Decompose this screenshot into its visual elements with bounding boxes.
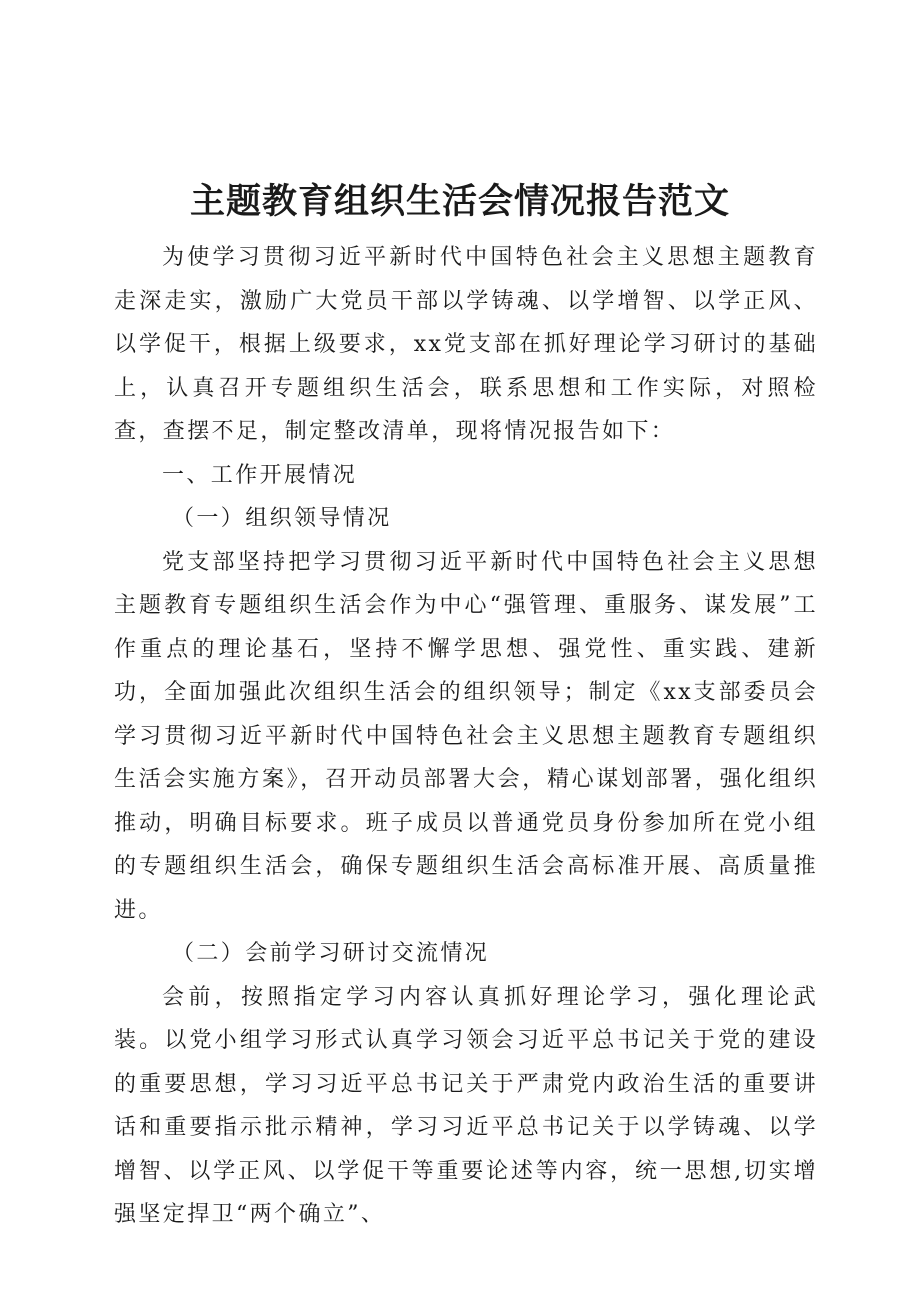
document-title: 主题教育组织生活会情况报告范文 <box>189 182 730 222</box>
subsection-heading-1: （一）组织领导情况 <box>172 506 392 531</box>
document-body <box>114 236 818 1237</box>
study-paragraph: 会前，按照指定学习内容认真抓好理论学习，强化理论武装。以党小组学习形式认真学习领会习近平总书记关于党的建设的重要思想，学习习近平总书记关于严肃党内政治生活的重要讲话和重要指示批示精神，学习习近平总书记关于以学铸魂、以学增智、以学正风、以学促干等重要论述等内容，统一思想,切实增强坚定捍卫“两个确立”、 <box>114 984 818 1227</box>
intro-paragraph: 为使学习贯彻习近平新时代中国特色社会主义思想主题教育走深走实，激励广大党员干部以学铸魂、以学增智、以学正风、以学促干，根据上级要求，xx党支部在抓好理论学习研讨的基础上，认真召开专题组织生活会，联系思想和工作实际，对照检查，查摆不足，制定整改清单，现将情况报告如下： <box>114 245 818 444</box>
leadership-paragraph: 党支部坚持把学习贯彻习近平新时代中国特色社会主义思想主题教育专题组织生活会作为中心“强管理、重服务、谋发展”工作重点的理论基石，坚持不懈学思想、强党性、重实践、建新功，全面加强此次组织生活会的组织领导；制定《xx支部委员会学习贯彻习近平新时代中国特色社会主义思想主题教育专题组织生活会实施方案》，召开动员部署大会，精心谋划部署，强化组织推动，明确目标要求。班子成员以普通党员身份参加所在党小组的专题组织生活会，确保专题组织生活会高标准开展、高质量推进。 <box>114 549 818 923</box>
subsection-heading-2: （二）会前学习研讨交流情况 <box>172 941 490 966</box>
section-heading-1: 一、工作开展情况 <box>162 462 358 488</box>
